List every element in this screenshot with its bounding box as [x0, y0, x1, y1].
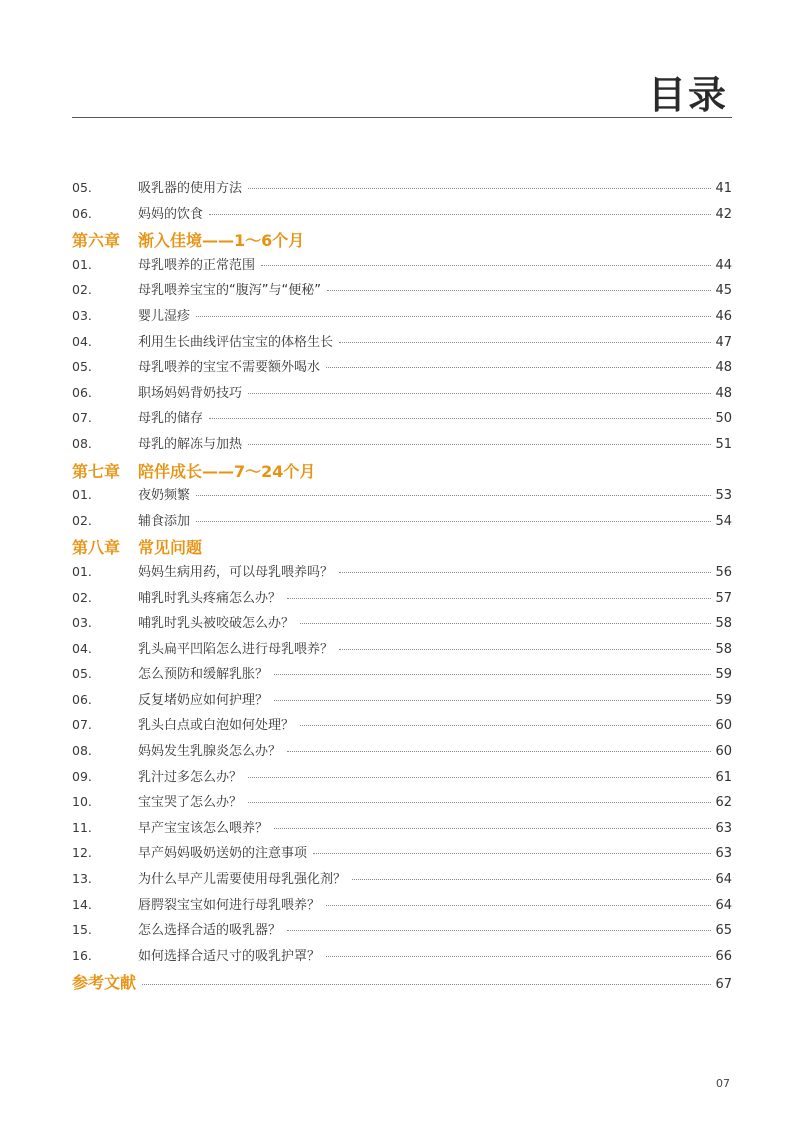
toc-entry-title: 怎么选择合适的吸乳器？: [138, 923, 282, 939]
toc-entry-page: 67: [715, 977, 732, 993]
toc-entry-number: 08.: [72, 743, 92, 759]
toc-entry-title: 参考文献: [72, 973, 137, 993]
toc-entry-title: 乳头扁平凹陷怎么进行母乳喂养？: [138, 641, 334, 657]
toc-entry-number: 06.: [72, 691, 92, 707]
toc-entry-title: 妈妈生病用药，可以母乳喂养吗？: [138, 564, 334, 580]
dot-leader: [339, 648, 711, 650]
toc-entry[interactable]: [72, 331, 732, 357]
toc-entry-page: 65: [715, 923, 732, 939]
dot-leader: [196, 520, 711, 522]
toc-entry-title: 辅食添加: [138, 513, 191, 529]
toc-entry-page: 62: [715, 795, 732, 811]
toc-entry[interactable]: [72, 714, 732, 740]
toc-entry-title: 吸乳器的使用方法: [138, 181, 243, 196]
toc-entry[interactable]: [72, 279, 732, 305]
toc-chapter-heading[interactable]: [72, 459, 732, 485]
dot-leader: [287, 929, 711, 931]
toc-entry-title: 反复堵奶应如何护理？: [138, 692, 269, 708]
toc-entry-page: 58: [715, 616, 732, 632]
toc-entry-title: 宝宝哭了怎么办？: [138, 795, 243, 811]
toc-entry-page: 45: [715, 283, 732, 299]
toc-entry-title: 如何选择合适尺寸的吸乳护罩？: [138, 948, 321, 964]
toc-entry-number: 02.: [72, 589, 92, 605]
dot-leader: [248, 392, 711, 394]
toc-entry[interactable]: [72, 612, 732, 638]
toc-entry-number: 09.: [72, 768, 92, 784]
dot-leader: [326, 904, 711, 906]
dot-leader: [300, 622, 711, 624]
toc-entry-number: 15.: [72, 922, 92, 938]
toc-entry-title: 哺乳时乳头疼痛怎么办？: [138, 590, 282, 606]
toc-references-entry[interactable]: [72, 970, 732, 996]
toc-entry-page: 61: [715, 769, 732, 785]
toc-entry-title: 妈妈发生乳腺炎怎么办？: [138, 744, 282, 760]
dot-leader: [142, 983, 711, 985]
dot-leader: [248, 443, 711, 445]
toc-entry-title: 唇腭裂宝宝如何进行母乳喂养？: [138, 897, 321, 913]
toc-entry-page: 53: [715, 488, 732, 504]
toc-entry-page: 60: [715, 718, 732, 734]
dot-leader: [287, 597, 711, 599]
toc-entry[interactable]: [72, 919, 732, 945]
toc-entry[interactable]: [72, 305, 732, 331]
toc-entry-title: 乳头白点或白泡如何处理？: [138, 718, 295, 734]
toc-entry-page: 48: [715, 360, 732, 376]
dot-leader: [248, 776, 711, 778]
toc-chapter-heading[interactable]: [72, 535, 732, 561]
toc-entry[interactable]: [72, 587, 732, 613]
table-of-contents: [72, 177, 732, 996]
dot-leader: [326, 955, 711, 957]
toc-entry[interactable]: [72, 663, 732, 689]
page-title: 目录: [647, 73, 728, 117]
dot-leader: [352, 878, 711, 880]
toc-entry-title: 早产妈妈吸奶送奶的注意事项: [138, 846, 308, 862]
toc-entry-page: 41: [715, 181, 732, 196]
toc-entry-page: 42: [715, 206, 732, 222]
dot-leader: [274, 673, 711, 675]
toc-entry-page: 58: [715, 641, 732, 657]
toc-entry-number: 14.: [72, 896, 92, 912]
dot-leader: [196, 315, 711, 317]
page-number: 07: [716, 1077, 730, 1090]
toc-entry-number: 02.: [72, 512, 92, 528]
dot-leader: [209, 417, 711, 419]
toc-entry[interactable]: [72, 203, 732, 229]
toc-entry[interactable]: [72, 254, 732, 280]
toc-entry-number: 03.: [72, 307, 92, 323]
toc-entry-number: 11.: [72, 819, 92, 835]
toc-entry[interactable]: [72, 740, 732, 766]
toc-entry-title: 母乳喂养宝宝的“腹泻”与“便秘”: [138, 283, 321, 299]
dot-leader: [248, 187, 711, 189]
toc-entry-number: 13.: [72, 871, 92, 887]
toc-entry-number: 02.: [72, 282, 92, 298]
toc-entry-number: 07.: [72, 410, 92, 426]
toc-entry-number: 06.: [72, 205, 92, 221]
chapter-title: 陪伴成长——7～24个月: [138, 461, 316, 481]
toc-entry-page: 63: [715, 846, 732, 862]
toc-entry-title: 母乳的储存: [138, 411, 204, 427]
toc-entry-number: 12.: [72, 845, 92, 861]
toc-entry-title: 母乳喂养的宝宝不需要额外喝水: [138, 360, 321, 376]
toc-entry-number: 01.: [72, 487, 92, 503]
toc-entry-title: 怎么预防和缓解乳胀？: [138, 667, 269, 683]
toc-entry-page: 46: [715, 308, 732, 324]
toc-entry-page: 44: [715, 257, 732, 273]
toc-entry[interactable]: [72, 945, 732, 971]
toc-entry-number: 08.: [72, 435, 92, 451]
toc-entry-page: 66: [715, 948, 732, 964]
toc-entry-number: 05.: [72, 180, 92, 195]
chapter-label: 第八章: [72, 538, 121, 558]
toc-entry-number: 05.: [72, 359, 92, 375]
chapter-label: 第七章: [72, 461, 121, 481]
chapter-title: 常见问题: [138, 538, 203, 558]
toc-entry-number: 06.: [72, 384, 92, 400]
toc-entry-title: 夜奶频繁: [138, 488, 191, 504]
toc-entry-number: 10.: [72, 794, 92, 810]
toc-entry-page: 57: [715, 590, 732, 606]
toc-entry[interactable]: [72, 842, 732, 868]
toc-chapter-heading[interactable]: [72, 228, 732, 254]
toc-entry[interactable]: [72, 817, 732, 843]
chapter-title: 渐入佳境——1～6个月: [138, 231, 305, 251]
toc-entry-title: 乳汁过多怎么办？: [138, 769, 243, 785]
toc-entry-title: 早产宝宝该怎么喂养？: [138, 820, 269, 836]
toc-entry[interactable]: [72, 766, 732, 792]
toc-entry-page: 51: [715, 436, 732, 452]
toc-entry[interactable]: [72, 791, 732, 817]
chapter-label: 第六章: [72, 231, 121, 251]
toc-entry[interactable]: [72, 407, 732, 433]
toc-entry-title: 哺乳时乳头被咬破怎么办？: [138, 616, 295, 632]
toc-entry-title: 母乳的解冻与加热: [138, 436, 243, 452]
toc-entry-number: 16.: [72, 947, 92, 963]
toc-entry-number: 04.: [72, 333, 92, 349]
dot-leader: [248, 801, 711, 803]
toc-entry-page: 60: [715, 744, 732, 760]
toc-entry-number: 03.: [72, 615, 92, 631]
dot-leader: [339, 341, 711, 343]
dot-leader: [196, 494, 711, 496]
toc-entry-title: 为什么早产儿需要使用母乳强化剂？: [138, 872, 347, 888]
toc-entry-number: 01.: [72, 563, 92, 579]
toc-entry[interactable]: [72, 177, 732, 203]
toc-entry[interactable]: [72, 689, 732, 715]
toc-entry-page: 59: [715, 667, 732, 683]
toc-entry-title: 职场妈妈背奶技巧: [138, 385, 243, 401]
toc-entry-number: 07.: [72, 717, 92, 733]
toc-entry[interactable]: [72, 484, 732, 510]
toc-entry-page: 56: [715, 564, 732, 580]
toc-entry-title: 母乳喂养的正常范围: [138, 257, 256, 273]
toc-entry[interactable]: [72, 433, 732, 459]
dot-leader: [274, 827, 711, 829]
dot-leader: [274, 699, 711, 701]
toc-entry[interactable]: [72, 638, 732, 664]
toc-entry-number: 01.: [72, 256, 92, 272]
toc-entry-title: 利用生长曲线评估宝宝的体格生长: [138, 334, 334, 350]
toc-entry-page: 48: [715, 385, 732, 401]
toc-entry-page: 64: [715, 872, 732, 888]
toc-entry[interactable]: [72, 561, 732, 587]
dot-leader: [261, 264, 711, 266]
title-divider: [72, 117, 732, 118]
toc-entry[interactable]: [72, 382, 732, 408]
toc-entry[interactable]: [72, 510, 732, 536]
toc-entry-page: 54: [715, 513, 732, 529]
toc-entry-page: 50: [715, 411, 732, 427]
toc-entry-title: 婴儿湿疹: [138, 308, 191, 324]
dot-leader: [287, 750, 711, 752]
toc-entry[interactable]: [72, 894, 732, 920]
toc-entry-page: 64: [715, 897, 732, 913]
toc-entry[interactable]: [72, 868, 732, 894]
toc-entry-page: 59: [715, 692, 732, 708]
toc-entry-number: 04.: [72, 640, 92, 656]
dot-leader: [326, 366, 711, 368]
toc-entry-title: 妈妈的饮食: [138, 206, 204, 222]
dot-leader: [327, 289, 712, 291]
toc-entry[interactable]: [72, 356, 732, 382]
dot-leader: [300, 724, 711, 726]
toc-entry-page: 47: [715, 334, 732, 350]
toc-entry-number: 05.: [72, 666, 92, 682]
toc-entry-page: 63: [715, 820, 732, 836]
dot-leader: [339, 571, 711, 573]
dot-leader: [209, 213, 711, 215]
dot-leader: [313, 852, 711, 854]
